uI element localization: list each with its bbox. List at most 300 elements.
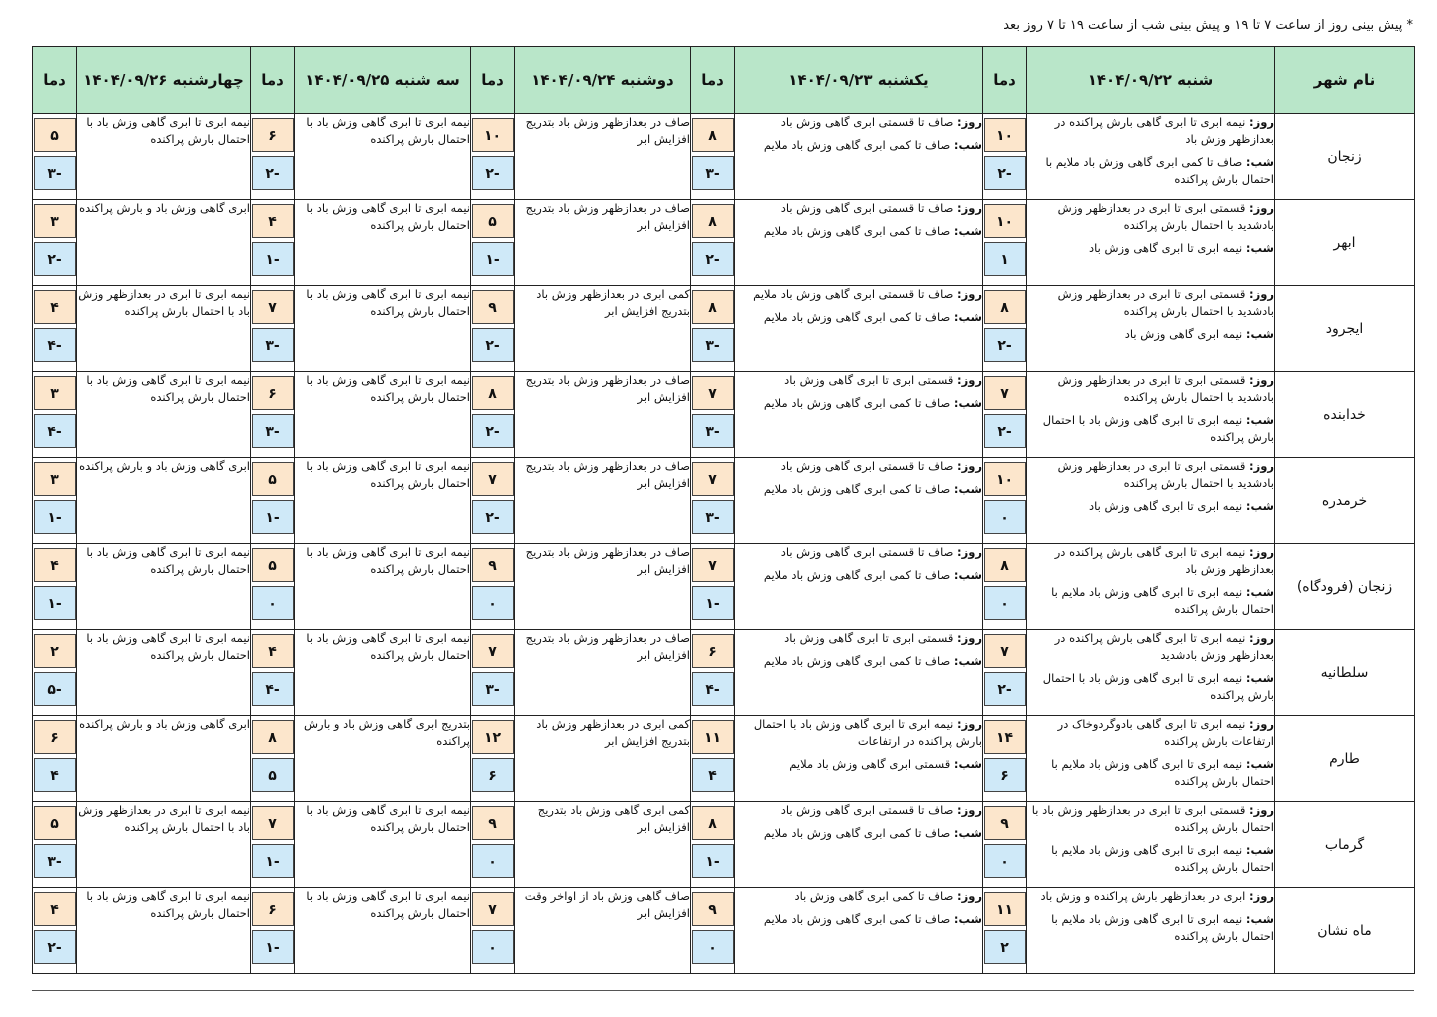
temp-cell [33, 888, 77, 974]
temp-cell [691, 716, 735, 802]
day-forecast [735, 114, 982, 131]
min-temp: -۳ [252, 328, 294, 362]
max-temp: ۷ [252, 806, 294, 840]
night-text: نیمه ابری تا ابری گاهی وزش باد با احتمال بارش پراکنده [1042, 413, 1274, 444]
day-forecast [1027, 630, 1274, 664]
day-label: روز: [1249, 287, 1274, 301]
temp-cell [471, 200, 515, 286]
forecast-cell [515, 888, 691, 974]
forecast-cell [1027, 630, 1275, 716]
temp-cell [983, 200, 1027, 286]
night-text: صاف تا کمی ابری گاهی وزش باد ملایم [763, 396, 951, 410]
min-temp: -۴ [252, 672, 294, 706]
temp-cell [471, 372, 515, 458]
forecast-cell [735, 372, 983, 458]
max-temp: ۶ [252, 118, 294, 152]
forecast-cell [735, 716, 983, 802]
forecast-cell [77, 114, 251, 200]
forecast-cell [1027, 286, 1275, 372]
day-text: قسمتی ابری تا ابری در بعدازظهر وزش باد با احتمال بارش پراکنده [1031, 803, 1274, 834]
city-name: ابهر [1275, 200, 1415, 286]
temp-cell [471, 888, 515, 974]
forecast-cell [295, 802, 471, 888]
min-temp: -۳ [692, 414, 734, 448]
table-row [33, 630, 1415, 716]
temp-cell [251, 544, 295, 630]
temp-cell [33, 716, 77, 802]
max-temp: ۱۰ [472, 118, 514, 152]
table-row [33, 372, 1415, 458]
temp-cell [33, 544, 77, 630]
min-temp: ۰ [984, 500, 1026, 534]
temp-cell [471, 458, 515, 544]
forecast-cell [1027, 458, 1275, 544]
city-name: گرماب [1275, 802, 1415, 888]
day-label: روز: [957, 373, 982, 387]
night-forecast [735, 825, 982, 842]
min-temp: -۲ [692, 242, 734, 276]
night-text: صاف تا کمی ابری گاهی وزش باد ملایم [763, 310, 951, 324]
day-text: صاف تا قسمتی ابری گاهی وزش باد [780, 545, 954, 559]
min-temp: -۲ [34, 930, 76, 964]
day-label: روز: [957, 717, 982, 731]
day-text: صاف تا قسمتی ابری گاهی وزش باد [780, 201, 954, 215]
max-temp: ۴ [34, 892, 76, 926]
day-text: صاف تا قسمتی ابری گاهی وزش باد [780, 115, 954, 129]
forecast-cell [1027, 888, 1275, 974]
temp-cell [471, 802, 515, 888]
day-forecast [735, 286, 982, 303]
max-temp: ۱۱ [984, 892, 1026, 926]
min-temp: -۵ [34, 672, 76, 706]
forecast-cell [295, 888, 471, 974]
min-temp: -۴ [34, 414, 76, 448]
day-label: روز: [957, 889, 982, 903]
day-forecast [735, 200, 982, 217]
forecast-text: نیمه ابری تا ابری گاهی وزش باد با احتمال بارش پراکنده [86, 631, 250, 662]
temp-cell [983, 630, 1027, 716]
min-temp: ۴ [34, 758, 76, 792]
forecast-cell [1027, 372, 1275, 458]
bottom-divider [32, 990, 1414, 991]
min-temp: -۱ [34, 586, 76, 620]
night-forecast [1027, 326, 1274, 343]
forecast-text: ابری گاهی وزش باد و بارش پراکنده [79, 717, 250, 731]
max-temp: ۸ [252, 720, 294, 754]
min-temp: ۰ [692, 930, 734, 964]
day-forecast [735, 630, 982, 647]
temp-cell [983, 544, 1027, 630]
night-forecast [1027, 154, 1274, 188]
forecast-cell [735, 544, 983, 630]
temp-cell [691, 200, 735, 286]
day-text: نیمه ابری تا ابری گاهی وزش باد با احتمال بارش پراکنده در ارتفاعات [753, 717, 982, 748]
forecast-note: * پیش بینی روز از ساعت ۷ تا ۱۹ و پیش بینی شب از ساعت ۱۹ تا ۷ روز بعد [1003, 18, 1413, 33]
day-text: قسمتی ابری تا ابری در بعدازظهر وزش بادشدید با احتمال بارش پراکنده [1057, 201, 1274, 232]
min-temp: ۲ [984, 930, 1026, 964]
forecast-text: کمی ابری در بعدازظهر وزش باد بتدریج افزایش ابر [536, 287, 690, 318]
max-temp: ۵ [34, 118, 76, 152]
max-temp: ۳ [34, 376, 76, 410]
min-temp: ۰ [984, 844, 1026, 878]
night-label: شب: [1245, 843, 1274, 857]
min-temp: ۰ [472, 586, 514, 620]
night-label: شب: [953, 138, 982, 152]
max-temp: ۷ [692, 548, 734, 582]
day-label: روز: [1249, 115, 1274, 129]
max-temp: ۵ [472, 204, 514, 238]
max-temp: ۸ [984, 548, 1026, 582]
forecast-text: نیمه ابری تا ابری گاهی وزش باد با احتمال بارش پراکنده [306, 201, 470, 232]
max-temp: ۶ [252, 376, 294, 410]
forecast-text: نیمه ابری تا ابری گاهی وزش باد با احتمال بارش پراکنده [306, 803, 470, 834]
city-header: نام شهر [1275, 47, 1415, 114]
day-forecast [1027, 372, 1274, 406]
night-forecast [735, 137, 982, 154]
max-temp: ۴ [252, 634, 294, 668]
min-temp: ۴ [692, 758, 734, 792]
day-text: قسمتی ابری تا ابری گاهی وزش باد [784, 373, 954, 387]
night-text: نیمه ابری تا ابری گاهی وزش باد ملایم با احتمال بارش پراکنده [1051, 585, 1274, 616]
forecast-cell [77, 888, 251, 974]
night-text: نیمه ابری تا ابری گاهی وزش باد [1089, 241, 1243, 255]
city-name: ماه نشان [1275, 888, 1415, 974]
day-label: روز: [957, 803, 982, 817]
forecast-cell [1027, 114, 1275, 200]
day-label: روز: [1249, 631, 1274, 645]
min-temp: -۱ [472, 242, 514, 276]
forecast-cell [735, 888, 983, 974]
forecast-cell [515, 286, 691, 372]
day-forecast [735, 544, 982, 561]
forecast-cell [735, 114, 983, 200]
forecast-text: نیمه ابری تا ابری گاهی وزش باد با احتمال بارش پراکنده [86, 115, 250, 146]
min-temp: -۳ [34, 844, 76, 878]
night-label: شب: [953, 568, 982, 582]
night-forecast [735, 481, 982, 498]
max-temp: ۱۰ [984, 118, 1026, 152]
temp-cell [33, 286, 77, 372]
city-name: طارم [1275, 716, 1415, 802]
min-temp: -۳ [252, 414, 294, 448]
night-forecast [1027, 240, 1274, 257]
forecast-cell [295, 630, 471, 716]
night-text: صاف تا کمی ابری گاهی وزش باد ملایم [763, 224, 951, 238]
forecast-cell [295, 458, 471, 544]
max-temp: ۱۲ [472, 720, 514, 754]
min-temp: ۵ [252, 758, 294, 792]
night-text: نیمه ابری تا ابری گاهی وزش باد [1089, 499, 1243, 513]
day-label: روز: [1249, 717, 1274, 731]
forecast-cell [77, 716, 251, 802]
temp-cell [691, 544, 735, 630]
temp-cell [251, 716, 295, 802]
min-temp: -۲ [984, 156, 1026, 190]
forecast-cell [735, 200, 983, 286]
temp-cell [33, 200, 77, 286]
night-text: نیمه ابری تا ابری گاهی وزش باد با احتمال بارش پراکنده [1042, 671, 1274, 702]
night-text: صاف تا کمی ابری گاهی وزش باد ملایم [763, 138, 951, 152]
temp-cell [471, 716, 515, 802]
min-temp: -۲ [984, 414, 1026, 448]
min-temp: -۱ [692, 586, 734, 620]
day-forecast [1027, 200, 1274, 234]
night-text: صاف تا کمی ابری گاهی وزش باد ملایم [763, 912, 951, 926]
forecast-text: نیمه ابری تا ابری گاهی وزش باد با احتمال بارش پراکنده [86, 373, 250, 404]
forecast-cell [515, 802, 691, 888]
min-temp: ۱ [984, 242, 1026, 276]
day-text: ابری در بعدازظهر بارش پراکنده و وزش باد [1040, 889, 1246, 903]
forecast-cell [1027, 544, 1275, 630]
temp-cell [983, 286, 1027, 372]
temp-header: دما [691, 47, 735, 114]
forecast-text: صاف در بعدازظهر وزش باد بتدریج افزایش ابر [525, 115, 690, 146]
night-text: صاف تا کمی ابری گاهی وزش باد ملایم [763, 482, 951, 496]
day-text: صاف تا کمی ابری گاهی وزش باد [794, 889, 954, 903]
city-name: ایجرود [1275, 286, 1415, 372]
min-temp: ۶ [984, 758, 1026, 792]
forecast-cell [1027, 200, 1275, 286]
temp-cell [251, 630, 295, 716]
temp-cell [251, 802, 295, 888]
temp-cell [691, 114, 735, 200]
night-text: صاف تا کمی ابری گاهی وزش باد ملایم با احتمال بارش پراکنده [1045, 155, 1274, 186]
temp-cell [251, 286, 295, 372]
forecast-text: صاف گاهی وزش باد از اواخر وقت افزایش ابر [524, 889, 690, 920]
min-temp: -۴ [692, 672, 734, 706]
night-forecast [735, 395, 982, 412]
day-label: روز: [957, 115, 982, 129]
min-temp: ۰ [472, 844, 514, 878]
temp-cell [983, 114, 1027, 200]
max-temp: ۷ [472, 634, 514, 668]
forecast-cell [295, 544, 471, 630]
night-text: نیمه ابری تا ابری گاهی وزش باد ملایم با احتمال بارش پراکنده [1051, 912, 1274, 943]
night-forecast [1027, 670, 1274, 704]
day-header: دوشنبه ۱۴۰۴/۰۹/۲۴ [515, 47, 691, 114]
night-label: شب: [1245, 671, 1274, 685]
forecast-cell [77, 286, 251, 372]
max-temp: ۸ [984, 290, 1026, 324]
temp-cell [33, 372, 77, 458]
night-label: شب: [1245, 327, 1274, 341]
night-label: شب: [953, 224, 982, 238]
day-forecast [735, 372, 982, 389]
max-temp: ۷ [984, 634, 1026, 668]
night-forecast [735, 223, 982, 240]
temp-cell [983, 802, 1027, 888]
temp-cell [691, 372, 735, 458]
day-forecast [1027, 286, 1274, 320]
max-temp: ۹ [472, 548, 514, 582]
day-text: صاف تا قسمتی ابری گاهی وزش باد [780, 803, 954, 817]
forecast-text: صاف در بعدازظهر وزش باد بتدریج افزایش ابر [525, 459, 690, 490]
table-row [33, 716, 1415, 802]
forecast-cell [515, 544, 691, 630]
night-label: شب: [1245, 499, 1274, 513]
day-text: صاف تا قسمتی ابری گاهی وزش باد [780, 459, 954, 473]
min-temp: -۳ [692, 156, 734, 190]
max-temp: ۱۰ [984, 204, 1026, 238]
temp-cell [251, 458, 295, 544]
forecast-cell [295, 114, 471, 200]
night-text: نیمه ابری گاهی وزش باد [1124, 327, 1243, 341]
temp-cell [983, 888, 1027, 974]
night-label: شب: [953, 310, 982, 324]
night-label: شب: [953, 826, 982, 840]
forecast-text: صاف در بعدازظهر وزش باد بتدریج افزایش ابر [525, 631, 690, 662]
forecast-text: بتدریج ابری گاهی وزش باد و بارش پراکنده [303, 717, 470, 748]
max-temp: ۴ [252, 204, 294, 238]
max-temp: ۷ [692, 376, 734, 410]
temp-cell [251, 888, 295, 974]
day-label: روز: [1249, 373, 1274, 387]
max-temp: ۶ [34, 720, 76, 754]
max-temp: ۷ [984, 376, 1026, 410]
max-temp: ۷ [252, 290, 294, 324]
forecast-cell [295, 286, 471, 372]
day-text: نیمه ابری تا ابری گاهی بارش پراکنده در بعدازظهر وزش باد [1054, 545, 1274, 576]
night-text: صاف تا کمی ابری گاهی وزش باد ملایم [763, 826, 951, 840]
temp-cell [471, 544, 515, 630]
max-temp: ۱۴ [984, 720, 1026, 754]
min-temp: -۱ [252, 930, 294, 964]
night-forecast [1027, 756, 1274, 790]
max-temp: ۴ [34, 290, 76, 324]
day-label: روز: [957, 459, 982, 473]
forecast-cell [515, 458, 691, 544]
max-temp: ۸ [692, 204, 734, 238]
forecast-text: نیمه ابری تا ابری گاهی وزش باد با احتمال بارش پراکنده [306, 631, 470, 662]
night-text: نیمه ابری تا ابری گاهی وزش باد ملایم با احتمال بارش پراکنده [1051, 757, 1274, 788]
day-forecast [1027, 544, 1274, 578]
night-label: شب: [953, 654, 982, 668]
temp-cell [471, 630, 515, 716]
forecast-text: صاف در بعدازظهر وزش باد بتدریج افزایش ابر [525, 201, 690, 232]
forecast-text: نیمه ابری تا ابری گاهی وزش باد با احتمال بارش پراکنده [86, 889, 250, 920]
night-label: شب: [1245, 241, 1274, 255]
table-row [33, 200, 1415, 286]
max-temp: ۷ [472, 892, 514, 926]
night-forecast [735, 309, 982, 326]
forecast-text: نیمه ابری تا ابری گاهی وزش باد با احتمال بارش پراکنده [306, 459, 470, 490]
city-name: زنجان [1275, 114, 1415, 200]
night-label: شب: [1245, 155, 1274, 169]
day-header: یکشنبه ۱۴۰۴/۰۹/۲۳ [735, 47, 983, 114]
max-temp: ۴ [34, 548, 76, 582]
min-temp: ۶ [472, 758, 514, 792]
forecast-text: نیمه ابری تا ابری گاهی وزش باد با احتمال بارش پراکنده [306, 889, 470, 920]
day-forecast [1027, 458, 1274, 492]
min-temp: -۲ [984, 672, 1026, 706]
max-temp: ۳ [34, 462, 76, 496]
night-forecast [1027, 412, 1274, 446]
night-text: صاف تا کمی ابری گاهی وزش باد ملایم [763, 654, 951, 668]
forecast-text: نیمه ابری تا ابری گاهی وزش باد با احتمال بارش پراکنده [306, 545, 470, 576]
day-label: روز: [1249, 201, 1274, 215]
night-label: شب: [953, 912, 982, 926]
night-forecast [1027, 911, 1274, 945]
max-temp: ۷ [692, 462, 734, 496]
temp-cell [251, 200, 295, 286]
max-temp: ۲ [34, 634, 76, 668]
temp-cell [691, 630, 735, 716]
temp-header: دما [983, 47, 1027, 114]
max-temp: ۱۰ [984, 462, 1026, 496]
day-forecast [735, 802, 982, 819]
forecast-cell [77, 200, 251, 286]
night-text: صاف تا کمی ابری گاهی وزش باد ملایم [763, 568, 951, 582]
forecast-text: نیمه ابری تا ابری در بعدازظهر وزش باد با احتمال بارش پراکنده [78, 287, 250, 318]
max-temp: ۵ [34, 806, 76, 840]
day-text: نیمه ابری تا ابری گاهی بادوگردوخاک در ارتفاعات بارش پراکنده [1057, 717, 1274, 748]
forecast-text: کمی ابری در بعدازظهر وزش باد بتدریج افزایش ابر [536, 717, 690, 748]
night-label: شب: [1245, 413, 1274, 427]
forecast-cell [515, 114, 691, 200]
max-temp: ۹ [692, 892, 734, 926]
night-forecast [735, 756, 982, 773]
city-name: سلطانیه [1275, 630, 1415, 716]
forecast-cell [735, 458, 983, 544]
forecast-cell [77, 372, 251, 458]
min-temp: -۲ [472, 328, 514, 362]
day-header: شنبه ۱۴۰۴/۰۹/۲۲ [1027, 47, 1275, 114]
max-temp: ۸ [692, 290, 734, 324]
temp-cell [691, 802, 735, 888]
forecast-cell [515, 630, 691, 716]
day-text: نیمه ابری تا ابری گاهی بارش پراکنده در بعدازظهر وزش بادشدید [1054, 631, 1274, 662]
day-label: روز: [957, 631, 982, 645]
max-temp: ۹ [472, 806, 514, 840]
max-temp: ۶ [252, 892, 294, 926]
night-label: شب: [1245, 757, 1274, 771]
day-text: قسمتی ابری تا ابری در بعدازظهر وزش بادشدید با احتمال بارش پراکنده [1057, 373, 1274, 404]
min-temp: ۰ [472, 930, 514, 964]
min-temp: -۲ [34, 242, 76, 276]
min-temp: -۲ [984, 328, 1026, 362]
min-temp: -۱ [34, 500, 76, 534]
day-forecast [735, 888, 982, 905]
table-row [33, 458, 1415, 544]
forecast-text: نیمه ابری تا ابری گاهی وزش باد با احتمال بارش پراکنده [306, 287, 470, 318]
max-temp: ۶ [692, 634, 734, 668]
temp-cell [33, 114, 77, 200]
min-temp: -۱ [692, 844, 734, 878]
night-label: شب: [1245, 912, 1274, 926]
day-forecast [1027, 888, 1274, 905]
max-temp: ۵ [252, 462, 294, 496]
day-forecast [1027, 802, 1274, 836]
min-temp: -۲ [472, 156, 514, 190]
forecast-cell [735, 802, 983, 888]
night-label: شب: [1245, 585, 1274, 599]
max-temp: ۷ [472, 462, 514, 496]
day-forecast [735, 716, 982, 750]
day-label: روز: [957, 287, 982, 301]
night-forecast [735, 911, 982, 928]
forecast-cell [1027, 716, 1275, 802]
min-temp: ۰ [984, 586, 1026, 620]
temp-cell [471, 114, 515, 200]
temp-cell [251, 372, 295, 458]
min-temp: ۰ [252, 586, 294, 620]
night-text: قسمتی ابری گاهی وزش باد ملایم [789, 757, 951, 771]
table-row [33, 802, 1415, 888]
min-temp: -۲ [472, 414, 514, 448]
day-header: چهارشنبه ۱۴۰۴/۰۹/۲۶ [77, 47, 251, 114]
day-text: صاف تا قسمتی ابری گاهی وزش باد ملایم [753, 287, 954, 301]
temp-cell [33, 802, 77, 888]
